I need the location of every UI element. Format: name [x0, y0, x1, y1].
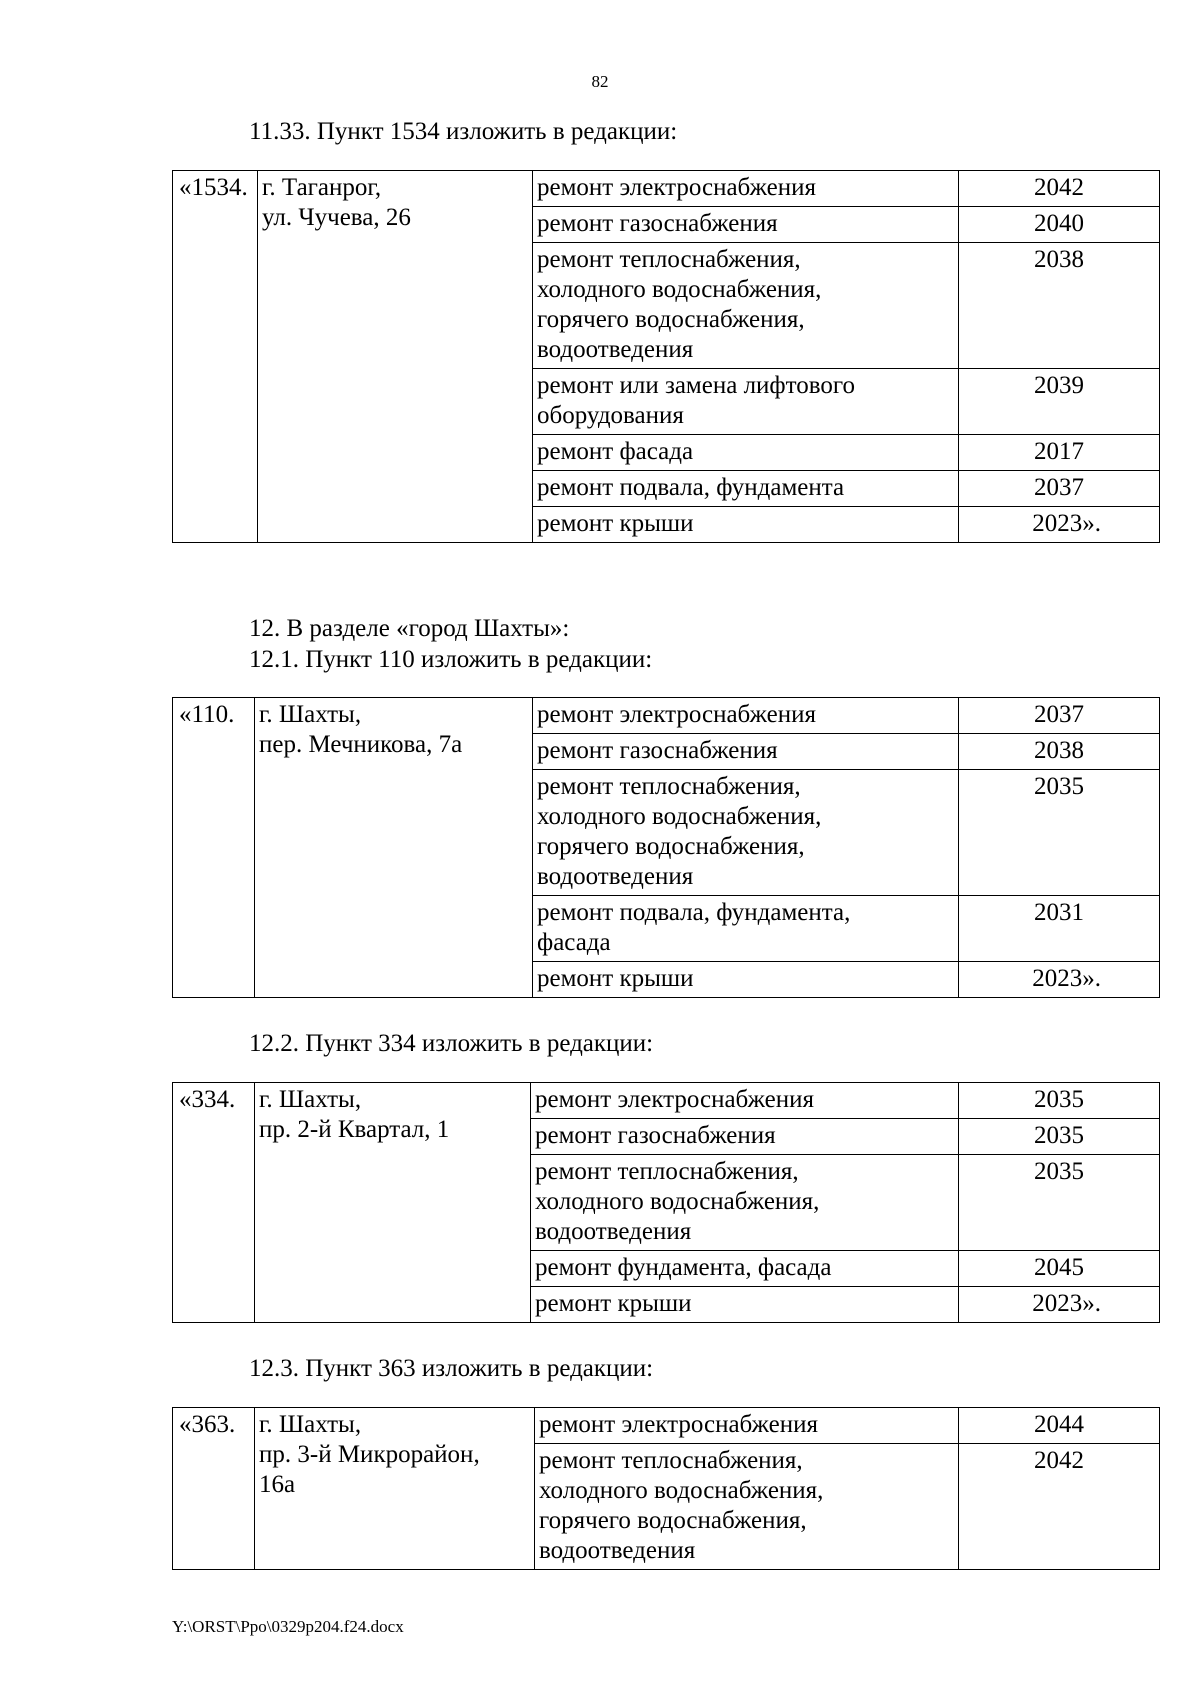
address-line: пр. 3-й Микрорайон,	[259, 1441, 480, 1468]
paragraph-12-1: 12.1. Пункт 110 изложить в редакции:	[249, 646, 653, 673]
year-cell: 2040	[959, 207, 1160, 243]
file-path-footer: Y:\ORST\Ppo\0329p204.f24.docx	[172, 1617, 404, 1636]
year-cell: 2045	[959, 1251, 1160, 1287]
address-line: ул. Чучева, 26	[262, 204, 411, 231]
work-type-line: ремонт теплоснабжения,	[537, 246, 801, 273]
address-line: 16а	[259, 1471, 296, 1498]
table-point-334	[172, 1082, 1160, 1323]
work-type-line: водоотведения	[537, 336, 694, 363]
year-cell: 2037	[959, 471, 1160, 507]
work-type-cell	[531, 1083, 959, 1119]
table-row	[173, 1408, 1160, 1444]
work-type-line: ремонт электроснабжения	[537, 174, 816, 201]
work-type-line: ремонт крыши	[537, 965, 694, 992]
address-line: г. Шахты,	[259, 701, 362, 728]
work-type-line: ремонт газоснабжения	[535, 1122, 776, 1149]
work-type-line: ремонт фасада	[537, 438, 694, 465]
work-type-line: ремонт подвала, фундамента,	[537, 899, 851, 926]
year-cell: 2023».	[959, 507, 1160, 543]
work-type-line: ремонт или замена лифтового	[537, 372, 855, 399]
item-number-cell: «334.	[173, 1083, 255, 1323]
work-type-cell	[531, 1119, 959, 1155]
year-cell: 2044	[959, 1408, 1160, 1444]
address-cell	[255, 1408, 535, 1570]
work-type-line: ремонт электроснабжения	[539, 1411, 818, 1438]
year-cell: 2037	[959, 698, 1160, 734]
year-cell: 2035	[959, 1083, 1160, 1119]
work-type-line: горячего водоснабжения,	[537, 306, 805, 333]
year-cell: 2042	[959, 1444, 1160, 1570]
address-line: пер. Мечникова, 7а	[259, 731, 463, 758]
page-number: 82	[591, 72, 609, 91]
work-type-line: горячего водоснабжения,	[537, 833, 805, 860]
address-cell	[255, 1083, 531, 1323]
paragraph-12: 12. В разделе «город Шахты»:	[249, 615, 570, 642]
work-type-cell	[535, 1408, 959, 1444]
work-type-line: водоотведения	[537, 863, 694, 890]
work-type-line: горячего водоснабжения,	[539, 1507, 807, 1534]
work-type-line: холодного водоснабжения,	[537, 276, 822, 303]
work-type-cell	[533, 369, 959, 435]
item-number-cell: «110.	[173, 698, 255, 998]
work-type-line: ремонт теплоснабжения,	[539, 1447, 803, 1474]
address-cell	[255, 698, 533, 998]
work-type-line: холодного водоснабжения,	[535, 1188, 820, 1215]
year-cell: 2023».	[959, 1287, 1160, 1323]
work-type-line: ремонт электроснабжения	[535, 1086, 814, 1113]
address-line: г. Шахты,	[259, 1411, 362, 1438]
work-type-line: водоотведения	[535, 1218, 692, 1245]
year-cell: 2035	[959, 1119, 1160, 1155]
table-point-110	[172, 697, 1160, 998]
table-row	[173, 698, 1160, 734]
work-type-cell	[531, 1287, 959, 1323]
year-cell: 2042	[959, 171, 1160, 207]
work-type-line: ремонт газоснабжения	[537, 737, 778, 764]
work-type-cell	[533, 962, 959, 998]
work-type-cell	[533, 207, 959, 243]
paragraph-12-3: 12.3. Пункт 363 изложить в редакции:	[249, 1355, 654, 1382]
work-type-line: ремонт теплоснабжения,	[537, 773, 801, 800]
table-point-1534	[172, 170, 1160, 543]
work-type-line: ремонт фундамента, фасада	[535, 1254, 832, 1281]
paragraph-11-33: 11.33. Пункт 1534 изложить в редакции:	[249, 118, 678, 145]
table-row	[173, 1083, 1160, 1119]
work-type-cell	[531, 1155, 959, 1251]
work-type-line: ремонт крыши	[535, 1290, 692, 1317]
year-cell: 2039	[959, 369, 1160, 435]
address-line: пр. 2-й Квартал, 1	[259, 1116, 450, 1143]
year-cell: 2035	[959, 770, 1160, 896]
work-type-line: холодного водоснабжения,	[537, 803, 822, 830]
work-type-cell	[533, 896, 959, 962]
work-type-cell	[533, 435, 959, 471]
paragraph-12-2: 12.2. Пункт 334 изложить в редакции:	[249, 1030, 654, 1057]
work-type-line: ремонт электроснабжения	[537, 701, 816, 728]
work-type-cell	[533, 171, 959, 207]
work-type-cell	[535, 1444, 959, 1570]
work-type-line: ремонт крыши	[537, 510, 694, 537]
table-point-363	[172, 1407, 1160, 1570]
work-type-cell	[533, 471, 959, 507]
address-line: г. Таганрог,	[262, 174, 382, 201]
work-type-cell	[531, 1251, 959, 1287]
work-type-line: фасада	[537, 929, 611, 956]
work-type-line: ремонт газоснабжения	[537, 210, 778, 237]
work-type-cell	[533, 734, 959, 770]
work-type-line: ремонт подвала, фундамента	[537, 474, 845, 501]
table-row	[173, 171, 1160, 207]
address-cell	[258, 171, 533, 543]
item-number-cell: «1534.	[173, 171, 258, 543]
address-line: г. Шахты,	[259, 1086, 362, 1113]
work-type-line: водоотведения	[539, 1537, 696, 1564]
work-type-cell	[533, 770, 959, 896]
work-type-line: холодного водоснабжения,	[539, 1477, 824, 1504]
year-cell: 2035	[959, 1155, 1160, 1251]
work-type-cell	[533, 243, 959, 369]
year-cell: 2038	[959, 243, 1160, 369]
year-cell: 2031	[959, 896, 1160, 962]
work-type-line: оборудования	[537, 402, 684, 429]
year-cell: 2023».	[959, 962, 1160, 998]
year-cell: 2038	[959, 734, 1160, 770]
work-type-cell	[533, 507, 959, 543]
work-type-cell	[533, 698, 959, 734]
work-type-line: ремонт теплоснабжения,	[535, 1158, 799, 1185]
year-cell: 2017	[959, 435, 1160, 471]
item-number-cell: «363.	[173, 1408, 255, 1570]
